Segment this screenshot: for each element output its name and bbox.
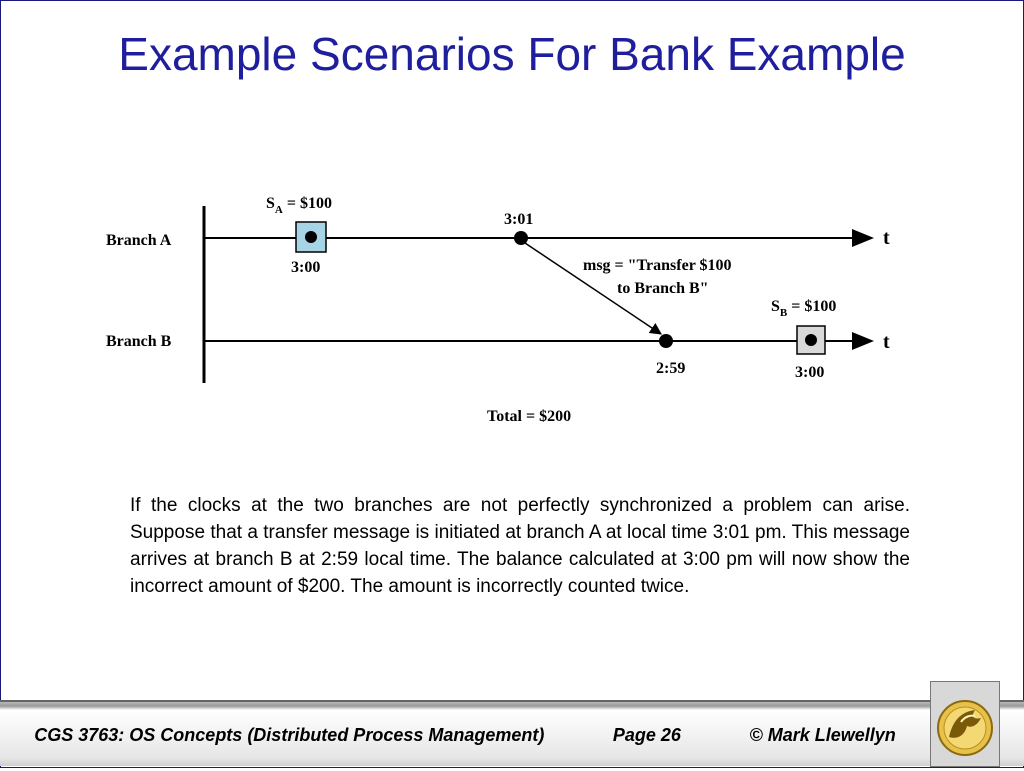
branch-b-label: Branch B <box>106 333 172 350</box>
message-label-line1: msg = "Transfer $100 <box>583 257 732 274</box>
branch-a-arrowhead <box>852 229 874 247</box>
slide-title: Example Scenarios For Bank Example <box>118 28 906 80</box>
snapshot-a-label: $S_A$ = $100 <box>266 195 332 216</box>
logo-box <box>930 681 1000 767</box>
pegasus-logo-icon <box>931 682 999 766</box>
receive-event-dot <box>659 334 673 348</box>
footer <box>0 722 930 748</box>
footer-copyright: © Mark Llewellyn <box>749 724 896 745</box>
receive-time-label: 2:59 <box>656 360 686 377</box>
snapshot-b-event-dot <box>805 334 817 346</box>
footer-page-number: Page 26 <box>612 724 681 745</box>
footer-course: CGS 3763: OS Concepts (Distributed Process Management) <box>34 724 545 745</box>
time-axis-label-b: t <box>883 331 890 353</box>
message-label-line2: to Branch B" <box>617 280 709 297</box>
total-label: Total = $200 <box>487 408 572 425</box>
time-axis-label-a: t <box>883 227 890 249</box>
branch-b-arrowhead <box>852 332 874 350</box>
snapshot-a-time: 3:00 <box>291 259 321 276</box>
snapshot-b-label: $S_B$ = $100 <box>771 298 837 319</box>
snapshot-b-time: 3:00 <box>795 364 825 381</box>
send-time-label: 3:01 <box>504 211 534 228</box>
explanation-paragraph: If the clocks at the two branches are not perfectly synchronized a problem can arise. Suppose that a transfer message is initiated at branch A at local time 3:01 pm. This message arrives at branch B at 2:59 local time. The balance calculated at 3:00 pm will now show the incorrect amount of $200. The amount is incorrectly counted twice. <box>130 495 910 597</box>
snapshot-a-event-dot <box>305 231 317 243</box>
branch-a-label: Branch A <box>106 232 172 249</box>
